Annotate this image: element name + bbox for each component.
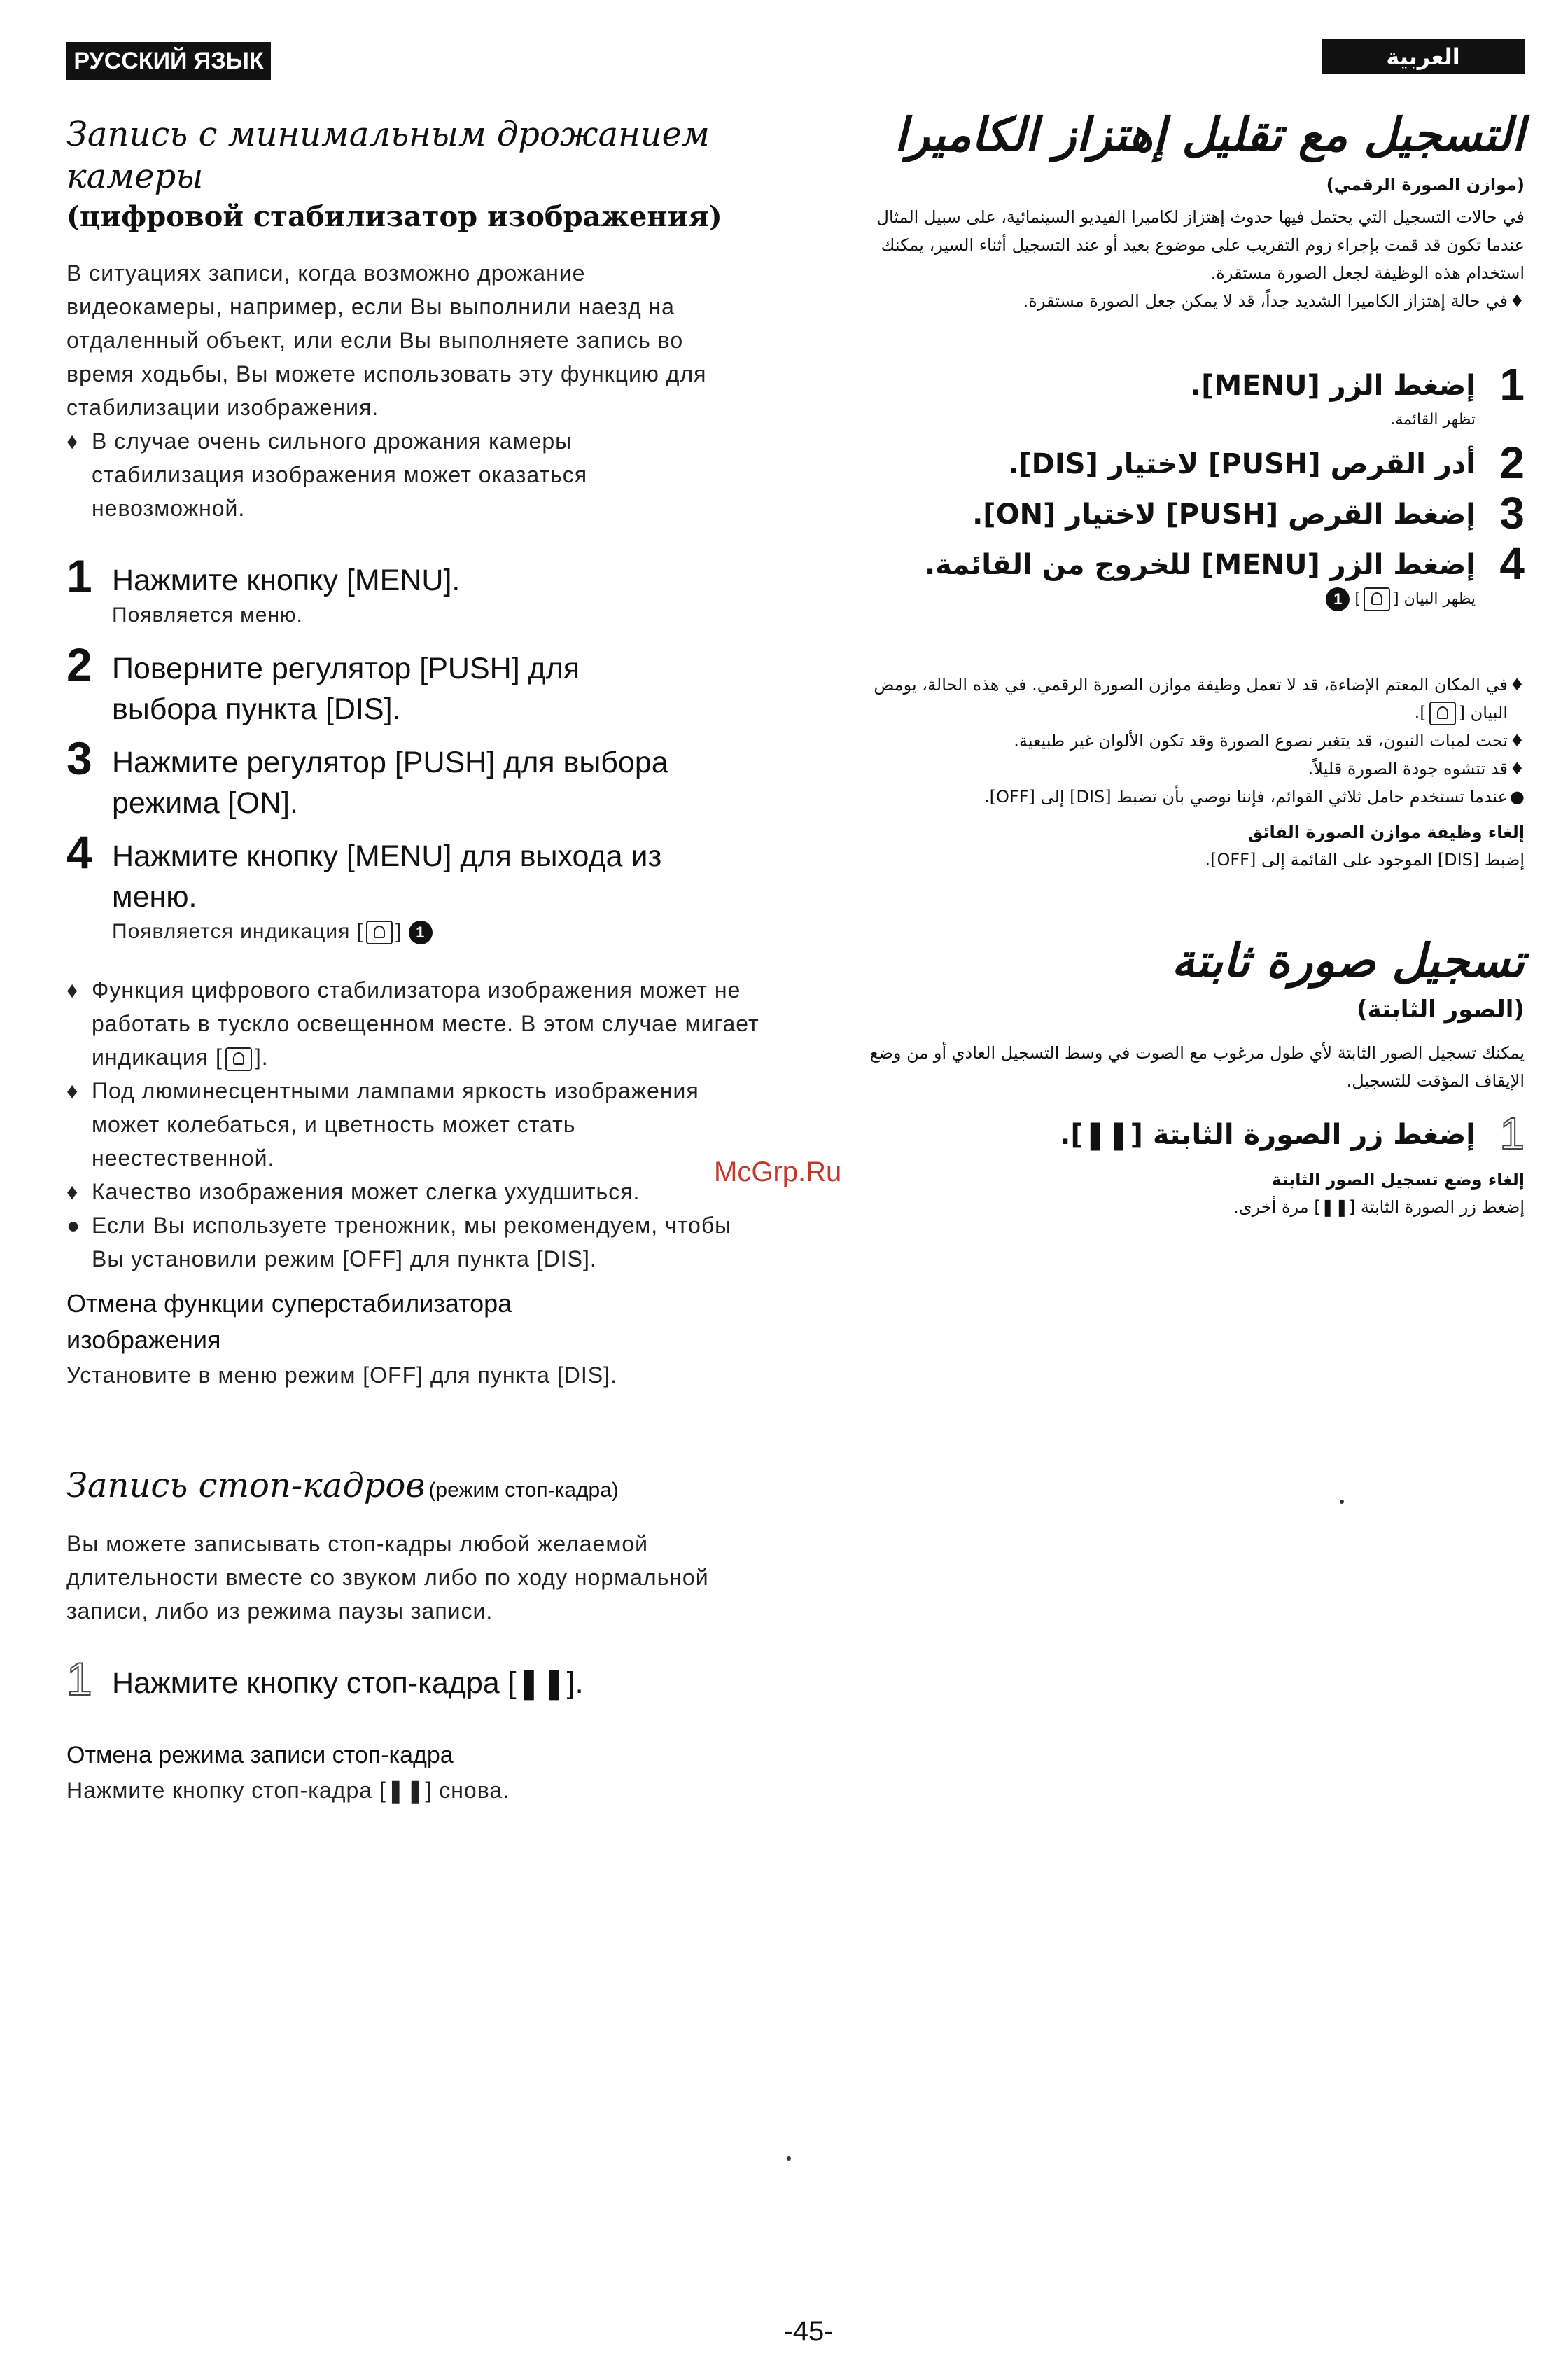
ru-note-bullet-4 <box>66 1208 764 1276</box>
ru-cancel-text-2: Нажмите кнопку стоп-кадра [❚❚] снова. <box>66 1778 510 1803</box>
ar-cancel-heading-2: إلغاء وضع تسجيل الصور الثابتة <box>1271 1170 1525 1190</box>
diamond-bullet-icon: ♦ <box>66 1179 79 1204</box>
round-bullet-icon: ● <box>1510 787 1525 807</box>
ru-step-title: Нажмите кнопку [MENU]. <box>112 564 461 597</box>
ru-intro-text: В ситуациях записи, когда возможно дрожание видеокамеры, например, если Вы выполнили наезд на отдаленный объект, или если Вы выполняете запись во время ходьбы, Вы можете использовать эту функцию для стабилизации изображения. <box>66 260 707 420</box>
ru-note-bullet-3 <box>66 1175 764 1208</box>
ru-section-title-2: Запись стоп-кадров <box>66 1466 426 1505</box>
ru-note-text: Под люминесцентными лампами яркость изображения может колебаться, и цветность может стать неестественной. <box>92 1078 699 1171</box>
ru-note-bullet-1 <box>66 973 764 1074</box>
diamond-bullet-icon: ♦ <box>1509 291 1525 311</box>
ru-intro-bullet-text: В случае очень сильного дрожания камеры стабилизация изображения может оказаться невозможной. <box>92 428 588 521</box>
ar-step-number: 1 <box>1499 1108 1525 1159</box>
ar-intro-bullet-text: في حالة إهتزاز الكاميرا الشديد جداً، قد لا يمكن جعل الصورة مستقرة. <box>1023 291 1508 311</box>
ru-intro-text-2: Вы можете записывать стоп-кадры любой желаемой длительности вместе со звуком либо по ходу нормальной записи, либо из режима паузы записи. <box>66 1531 709 1624</box>
diamond-bullet-icon: ♦ <box>66 1078 79 1103</box>
ru-step-title: Нажмите регулятор [PUSH] для выбора режима [ON]. <box>112 746 668 820</box>
ar-section-title-2: تسجيل صورة ثابتة <box>1171 934 1525 988</box>
ar-step-note <box>847 587 1476 612</box>
ru-section-still <box>66 1465 760 1807</box>
ar-step-2 <box>847 438 1525 488</box>
ar-note-text: تحت لمبات النيون، قد يتغير نصوع الصورة وقد تكون الألوان غير طبيعية. <box>1014 731 1508 751</box>
page-number: -45- <box>783 2316 834 2347</box>
ar-step-note: تظهر القائمة. <box>1390 411 1476 428</box>
ru-section-title-2-small: (режим стоп-кадра) <box>428 1479 619 1502</box>
ar-cancel-heading: إلغاء وظيفة موازن الصورة الفائق <box>1247 823 1525 842</box>
ar-intro-bullet <box>847 287 1525 315</box>
ru-section-title: Запись с минимальным дрожанием камеры <box>66 115 710 196</box>
ar-intro-text-2: يمكنك تسجيل الصور الثابتة لأي طول مرغوب مع الصوت في وسط التسجيل العادي أو من وضع الإيقاف المؤقت للتسجيل. <box>869 1043 1525 1091</box>
ru-step-3 <box>66 732 760 823</box>
stray-dot <box>787 2156 791 2161</box>
ru-step4-note-text: Появляется индикация [ <box>112 920 364 943</box>
ru-step-4 <box>66 826 760 947</box>
ar-step-title: إضغط زر الصورة الثابتة [❚❚]. <box>1060 1119 1476 1151</box>
ar-section-still <box>847 931 1525 1221</box>
ru-step-title: Нажмите кнопку [MENU] для выхода из меню. <box>112 839 662 914</box>
ar-step-number: 4 <box>1499 538 1525 589</box>
ar-step4-note-end: ] <box>1354 590 1362 608</box>
ar-note-text-end: ]. <box>1414 703 1427 723</box>
ru-step-note: Появляется меню. <box>112 604 303 627</box>
ar-note-text: قد تتشوه جودة الصورة قليلاً. <box>1308 759 1508 779</box>
ru-note-bullet-2 <box>66 1074 764 1175</box>
stabilizer-indicator-icon <box>1364 587 1390 611</box>
stabilizer-indicator-icon <box>1429 702 1456 725</box>
ar-step-number: 2 <box>1499 438 1525 488</box>
ar-note-text: في المكان المعتم الإضاءة، قد لا تعمل وظيفة موازن الصورة الرقمي. في هذه الحالة، يومض البيان [ <box>874 675 1508 723</box>
ar-step-title: إضغط الزر [MENU] للخروج من القائمة. <box>924 549 1476 581</box>
stabilizer-indicator-icon <box>366 921 393 944</box>
ar-step-4 <box>847 538 1525 612</box>
ar-note-bullet-2 <box>847 727 1525 755</box>
ru-still-step-1 <box>66 1653 760 1705</box>
ru-step-number: 3 <box>66 732 92 784</box>
language-label-arabic: العربية <box>1322 39 1525 74</box>
ru-note-text: Качество изображения может слегка ухудшиться. <box>92 1179 640 1204</box>
ru-step-2 <box>66 639 760 730</box>
ar-note-bullet-3 <box>847 755 1525 783</box>
ar-note-text: عندما تستخدم حامل ثلاثي القوائم، فإننا نوصي بأن تضبط [DIS] إلى [OFF]. <box>984 787 1508 807</box>
ar-cancel-text-2: إضغط زر الصورة الثابتة [❚❚] مرة أخرى. <box>1233 1197 1525 1217</box>
ru-step-note <box>112 917 760 947</box>
watermark-text: McGrp.Ru <box>714 1157 842 1187</box>
callout-number-badge: 1 <box>409 921 433 944</box>
ar-section-stabilizer <box>847 105 1525 315</box>
ru-note-text-end: ]. <box>254 1045 269 1070</box>
ru-step-title: Поверните регулятор [PUSH] для выбора пункта [DIS]. <box>112 652 580 726</box>
diamond-bullet-icon: ♦ <box>66 977 79 1003</box>
ru-notes <box>66 973 760 1392</box>
stabilizer-indicator-icon <box>225 1047 252 1071</box>
ar-step-title: إضغط الزر [MENU]. <box>1190 370 1476 402</box>
ru-note-text: Функция цифрового стабилизатора изображения может не работать в тускло освещенном месте. В этом случае мигает индикация [ <box>92 977 760 1070</box>
ar-note-bullet-1 <box>847 671 1525 727</box>
ru-step-1 <box>66 550 760 630</box>
ar-intro-text: في حالات التسجيل التي يحتمل فيها حدوث إهتزاز لكاميرا الفيديو السينمائية، على سبيل المثال عندما تكون قد قمت بإجراء زوم التقريب على موضوع بعيد أو عند التسجيل أثناء السير، يمكنك استخدام هذه الوظيفة لجعل الصورة مستقرة. <box>876 207 1525 283</box>
stray-dot <box>1340 1500 1344 1504</box>
ru-step-number: 2 <box>66 639 92 690</box>
ru-section-stabilizer <box>66 113 760 525</box>
diamond-bullet-icon: ♦ <box>66 428 79 454</box>
ar-section-subtitle: (موازن الصورة الرقمي) <box>1326 175 1525 195</box>
diamond-bullet-icon: ♦ <box>1509 759 1525 779</box>
ru-note-text: Если Вы используете треножник, мы рекомендуем, чтобы Вы установили режим [OFF] для пункта [DIS]. <box>92 1213 732 1271</box>
ar-note-bullet-4 <box>847 783 1525 811</box>
ar-section-subtitle-2: (الصور الثابتة) <box>1356 996 1525 1024</box>
ru-cancel-heading-2: Отмена режима записи стоп-кадра <box>66 1742 454 1768</box>
ru-step-number: 1 <box>66 1653 92 1705</box>
ru-section-subtitle: (цифровой стабилизатор изображения) <box>66 200 722 233</box>
ar-step4-note-text: يظهر البيان [ <box>1393 590 1476 608</box>
ar-step-3 <box>847 488 1525 538</box>
ru-step-title: Нажмите кнопку стоп-кадра [❚❚]. <box>112 1666 584 1700</box>
ar-step-number: 1 <box>1499 359 1525 410</box>
ru-step-number: 1 <box>66 550 92 602</box>
diamond-bullet-icon: ♦ <box>1509 675 1525 695</box>
ar-notes <box>847 671 1525 874</box>
ar-step-title: أدر القرص [PUSH] لاختيار [DIS]. <box>1008 448 1476 480</box>
ru-step-number: 4 <box>66 826 92 878</box>
ar-steps <box>847 359 1525 612</box>
ar-step-number: 3 <box>1499 488 1525 538</box>
language-label-russian: РУССКИЙ ЯЗЫК <box>66 42 271 80</box>
ru-step4-note-end: ] <box>396 920 402 943</box>
ar-still-step-1 <box>847 1108 1525 1159</box>
round-bullet-icon: ● <box>66 1213 81 1238</box>
ar-section-title: التسجيل مع تقليل إهتزاز الكاميرا <box>894 108 1525 162</box>
ru-steps <box>66 550 760 947</box>
ar-step-1 <box>847 359 1525 433</box>
diamond-bullet-icon: ♦ <box>1509 731 1525 751</box>
ru-cancel-heading: Отмена функции суперстабилизатора изображения <box>66 1289 512 1354</box>
callout-number-badge: 1 <box>1326 587 1350 611</box>
ru-intro-bullet <box>66 424 729 525</box>
ru-cancel-text: Установите в меню режим [OFF] для пункта [DIS]. <box>66 1362 617 1388</box>
ar-cancel-text: إضبط [DIS] الموجود على القائمة إلى [OFF]. <box>1205 850 1525 870</box>
ar-step-title: إضغط القرص [PUSH] لاختيار [ON]. <box>972 498 1476 531</box>
